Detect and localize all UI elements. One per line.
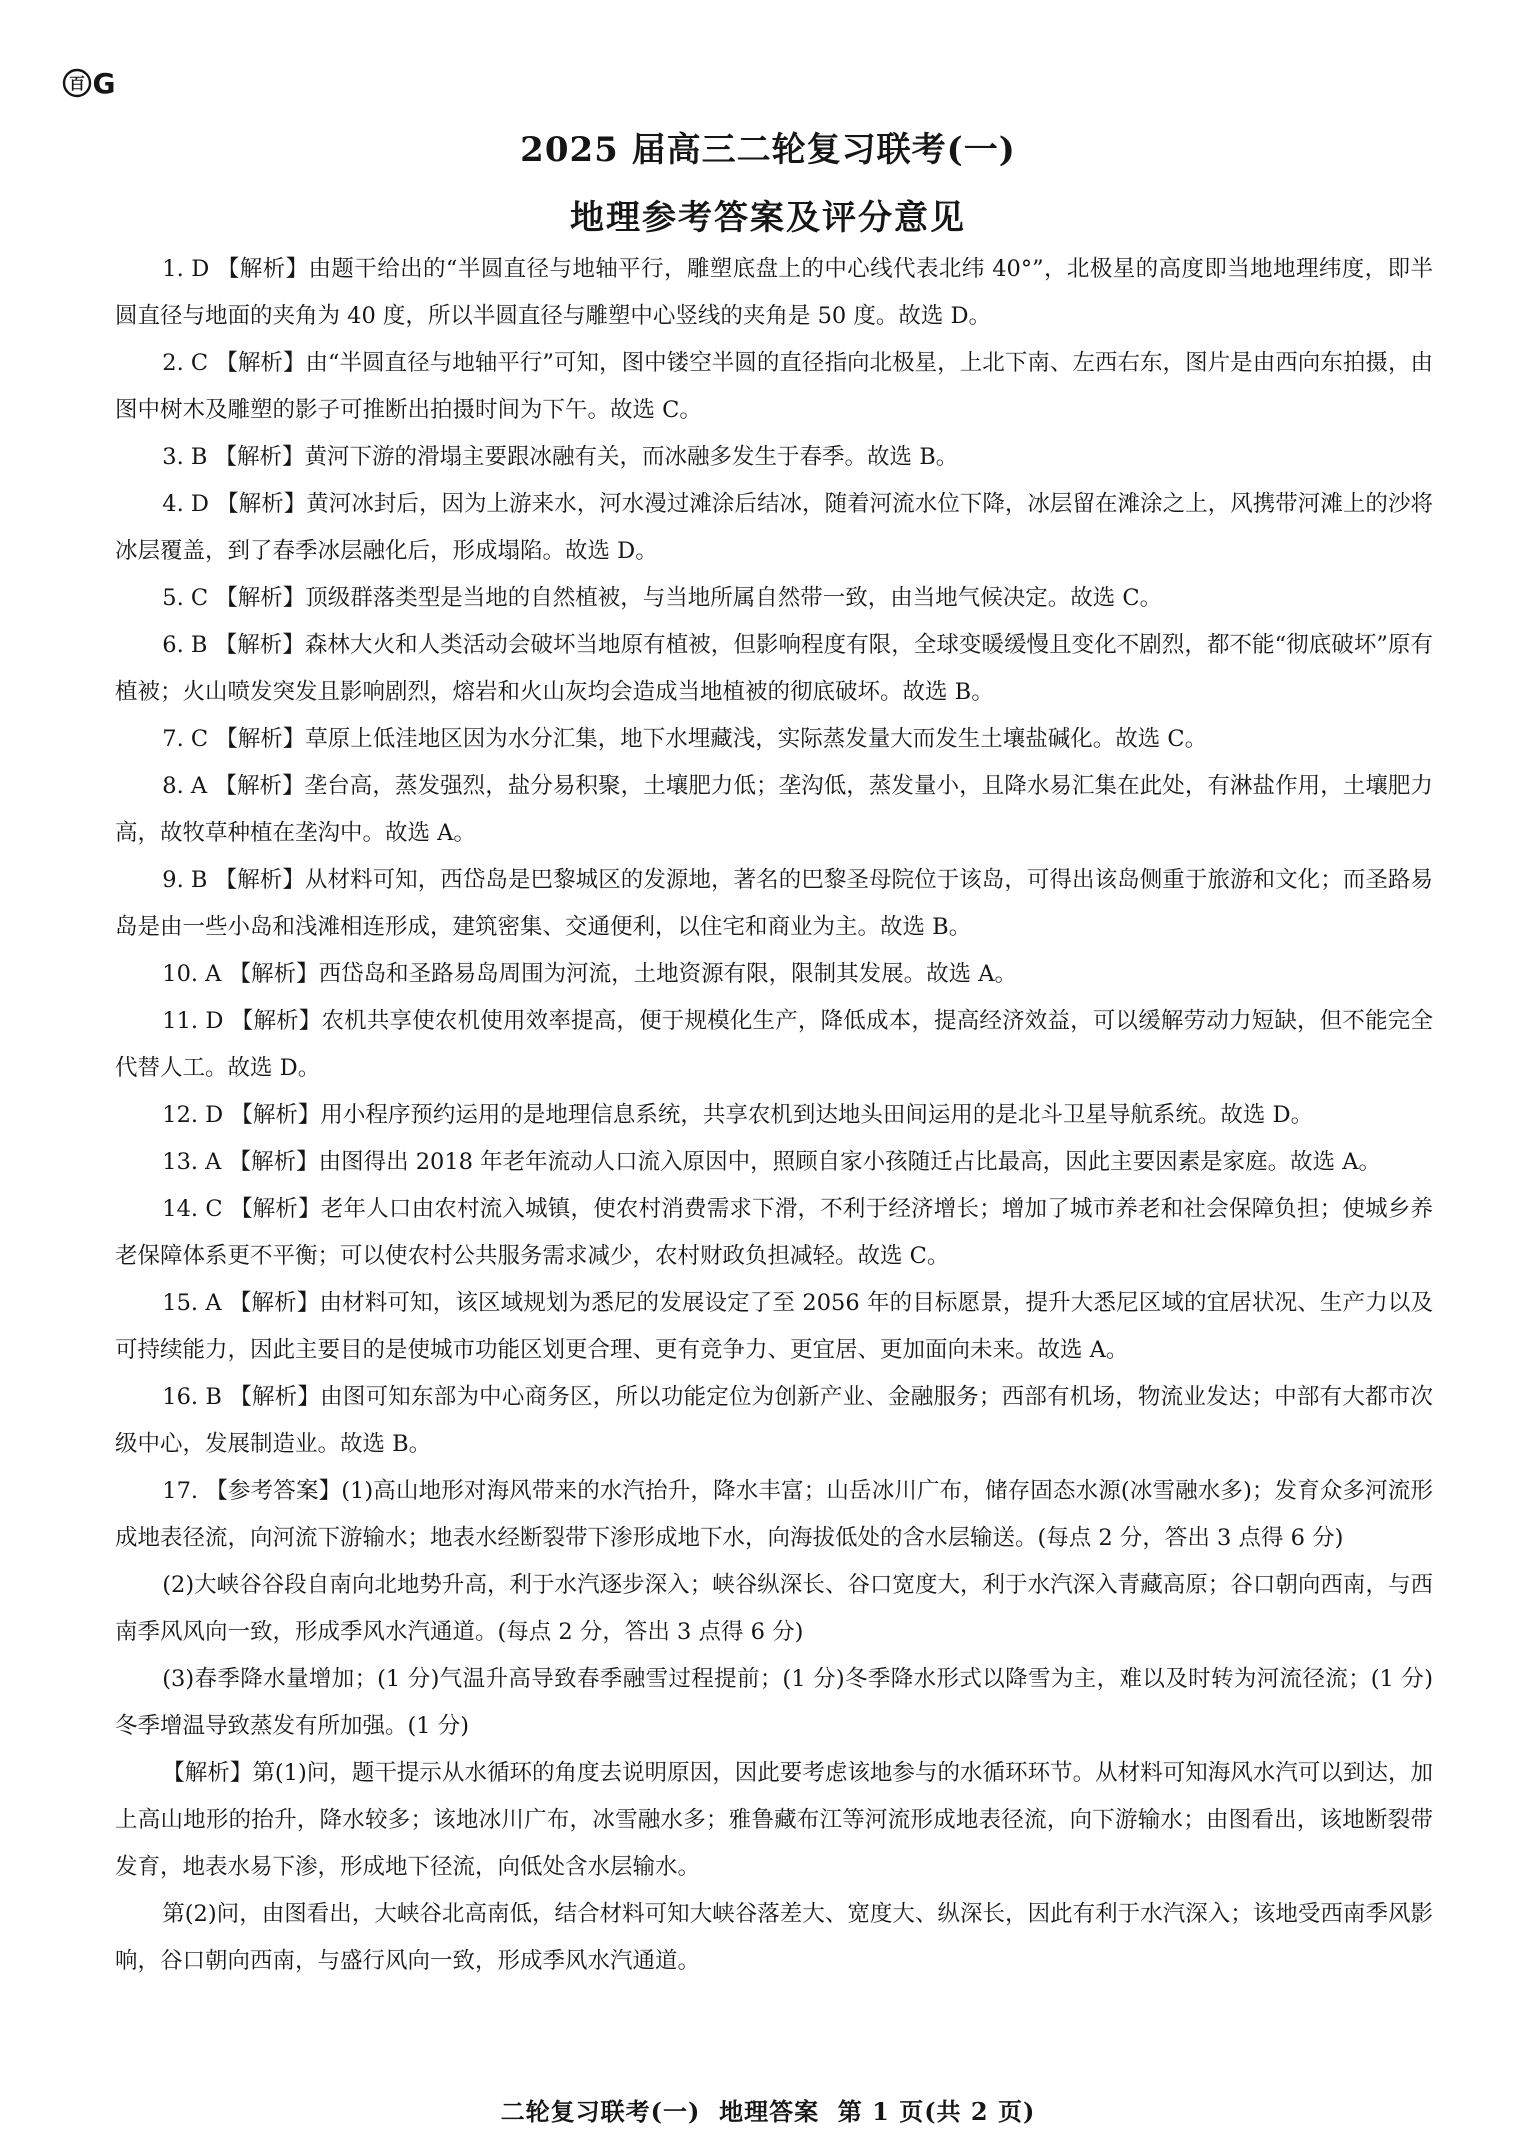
svg-text:G: G — [92, 67, 116, 100]
answer-10: 10. A 【解析】西岱岛和圣路易岛周围为河流，土地资源有限，限制其发展。故选 A。 — [162, 961, 1017, 987]
answer-17-part-2: (2)大峡谷谷段自南向北地势升高，利于水汽逐步深入；峡谷纵深长、谷口宽度大，利于水汽深入青藏高原；谷口朝向西南，与西南季风风向一致，形成季风水汽通道。(每点 2 分，答出 3 点得 6 分) — [115, 1572, 1433, 1645]
answer-2: 2. C 【解析】由“半圆直径与地轴平行”可知，图中镂空半圆的直径指向北极星，上北下南、左西右东，图片是由西向东拍摄，由图中树木及雕塑的影子可推断出拍摄时间为下午。故选 C。 — [115, 350, 1433, 423]
answer-11: 11. D 【解析】农机共享使农机使用效率提高，便于规模化生产，降低成本，提高经济效益，可以缓解劳动力短缺，但不能完全代替人工。故选 D。 — [115, 1008, 1433, 1081]
answer-5: 5. C 【解析】顶级群落类型是当地的自然植被，与当地所属自然带一致，由当地气候决定。故选 C。 — [162, 585, 1163, 611]
answer-13: 13. A 【解析】由图得出 2018 年老年流动人口流入原因中，照顾自家小孩随迁占比最高，因此主要因素是家庭。故选 A。 — [162, 1149, 1382, 1175]
answer-14: 14. C 【解析】老年人口由农村流入城镇，使农村消费需求下滑，不利于经济增长；增加了城市养老和社会保障负担；使城乡养老保障体系更不平衡；可以使农村公共服务需求减少，农村财政负担减轻。故选 C。 — [115, 1196, 1433, 1269]
answer-7: 7. C 【解析】草原上低洼地区因为水分汇集，地下水埋藏浅，实际蒸发量大而发生土壤盐碱化。故选 C。 — [162, 726, 1208, 752]
answer-content — [115, 246, 1433, 1985]
answer-17-part-3: (3)春季降水量增加；(1 分)气温升高导致春季融雪过程提前；(1 分)冬季降水形式以降雪为主，难以及时转为河流径流；(1 分)冬季增温导致蒸发有所加强。(1 分) — [115, 1666, 1433, 1739]
page-title: 2025 届高三二轮复习联考(一) — [520, 130, 1016, 170]
page-footer: 二轮复习联考(一) 地理答案 第 1 页(共 2 页) — [500, 2097, 1036, 2126]
analysis-17-q1: 【解析】第(1)问，题干提示从水循环的角度去说明原因，因此要考虑该地参与的水循环环节。从材料可知海风水汽可以到达，加上高山地形的抬升，降水较多；该地冰川广布，冰雪融水多；雅鲁藏布江等河流形成地表径流，向下游输水；由图看出，该地断裂带发育，地表水易下渗，形成地下径流，向低处含水层输水。 — [115, 1760, 1433, 1880]
publisher-logo-icon — [62, 66, 124, 100]
answer-15: 15. A 【解析】由材料可知，该区域规划为悉尼的发展设定了至 2056 年的目标愿景，提升大悉尼区域的宜居状况、生产力以及可持续能力，因此主要目的是使城市功能区划更合理、更有竞争力、更宜居、更加面向未来。故选 A。 — [115, 1290, 1433, 1363]
answer-8: 8. A 【解析】垄台高，蒸发强烈，盐分易积聚，土壤肥力低；垄沟低，蒸发量小，且降水易汇集在此处，有淋盐作用，土壤肥力高，故牧草种植在垄沟中。故选 A。 — [115, 773, 1433, 846]
answer-3: 3. B 【解析】黄河下游的滑塌主要跟冰融有关，而冰融多发生于春季。故选 B。 — [162, 444, 959, 470]
answer-12: 12. D 【解析】用小程序预约运用的是地理信息系统，共享农机到达地头田间运用的是北斗卫星导航系统。故选 D。 — [162, 1102, 1314, 1128]
answer-1: 1. D 【解析】由题干给出的“半圆直径与地轴平行，雕塑底盘上的中心线代表北纬 40°”，北极星的高度即当地地理纬度，即半圆直径与地面的夹角为 40 度，所以半圆直径与雕塑中心竖线的夹角是 50 度。故选 D。 — [115, 256, 1433, 329]
answer-16: 16. B 【解析】由图可知东部为中心商务区，所以功能定位为创新产业、金融服务；西部有机场，物流业发达；中部有大都市次级中心，发展制造业。故选 B。 — [115, 1384, 1433, 1457]
analysis-17-q2: 第(2)问，由图看出，大峡谷北高南低，结合材料可知大峡谷落差大、宽度大、纵深长，因此有利于水汽深入；该地受西南季风影响，谷口朝向西南，与盛行风向一致，形成季风水汽通道。 — [115, 1901, 1433, 1974]
page-subtitle: 地理参考答案及评分意见 — [570, 198, 966, 238]
answer-9: 9. B 【解析】从材料可知，西岱岛是巴黎城区的发源地，著名的巴黎圣母院位于该岛，可得出该岛侧重于旅游和文化；而圣路易岛是由一些小岛和浅滩相连形成，建筑密集、交通便利，以住宅和商业为主。故选 B。 — [115, 867, 1433, 940]
answer-4: 4. D 【解析】黄河冰封后，因为上游来水，河水漫过滩涂后结冰，随着河流水位下降，冰层留在滩涂之上，风携带河滩上的沙将冰层覆盖，到了春季冰层融化后，形成塌陷。故选 D。 — [115, 491, 1433, 564]
answer-6: 6. B 【解析】森林大火和人类活动会破坏当地原有植被，但影响程度有限，全球变暖缓慢且变化不剧烈，都不能“彻底破坏”原有植被；火山喷发突发且影响剧烈，熔岩和火山灰均会造成当地植被的彻底破坏。故选 B。 — [115, 632, 1433, 705]
answer-17-part-1: 17. 【参考答案】(1)高山地形对海风带来的水汽抬升，降水丰富；山岳冰川广布，储存固态水源(冰雪融水多)；发育众多河流形成地表径流，向河流下游输水；地表水经断裂带下渗形成地下水，向海拔低处的含水层输送。(每点 2 分，答出 3 点得 6 分) — [115, 1478, 1433, 1551]
svg-text:百: 百 — [68, 74, 86, 93]
